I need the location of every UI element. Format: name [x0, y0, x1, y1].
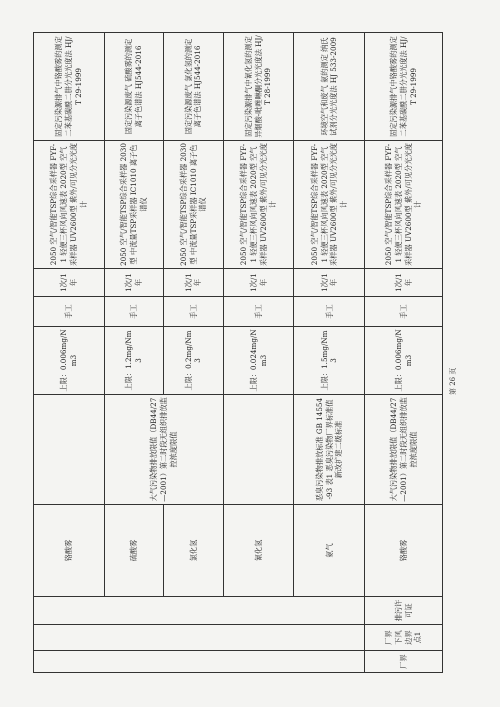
cell-frequency: 1次/1年 — [164, 269, 223, 297]
cell-method: 手工 — [223, 297, 294, 327]
cell-limit: 上限：1.5mg/Nm3 — [294, 327, 365, 395]
cell-subgroup: 厂界下风边界点1 — [365, 625, 443, 651]
cell-frequency: 1次/1年 — [365, 269, 443, 297]
cell-method: 手工 — [164, 297, 223, 327]
cell-frequency: 1次/1年 — [34, 269, 105, 297]
cell-analysis: 固定污染源排气中氰化氢的测定 异烟酸-吡唑啉酮分光光度法 HJ/T 28-1999 — [223, 33, 294, 141]
cell-method: 手工 — [365, 297, 443, 327]
cell-instrument: 2050 空气/智能TSP综合采样器 2030型 中流量TSP采样器 IC1010 离子色谱仪 — [104, 141, 163, 269]
cell-permit — [34, 597, 365, 625]
cell-limit: 上限：0.006mg/Nm3 — [365, 327, 443, 395]
page-number — [448, 367, 458, 395]
cell-frequency: 1次/1年 — [294, 269, 365, 297]
cell-limit: 上限：0.2mg/Nm3 — [164, 327, 223, 395]
cell-limit: 上限：1.2mg/Nm3 — [104, 327, 163, 395]
cell-analysis: 固定污染源废气 硫酸雾的测定 离子色谱法 HJ544-2016 — [104, 33, 163, 141]
cell-limit: 上限：0.024mg/Nm3 — [223, 327, 294, 395]
table-row — [223, 33, 294, 673]
cell-pollutant: 硫酸雾 — [104, 505, 163, 597]
rotated-table-wrapper — [33, 33, 443, 673]
cell-frequency: 1次/1年 — [223, 269, 294, 297]
cell-pollutant: 氰化氢 — [223, 505, 294, 597]
cell-limit: 上限：0.006mg/Nm3 — [34, 327, 105, 395]
cell-method: 手工 — [104, 297, 163, 327]
table-row — [34, 33, 105, 673]
cell-instrument: 2050 空气/智能TSP综合采样器 FYF-1 轻便三杯风向风速表 2020型 空气采样器 UV2600型 紫外/可见分光光度计 — [365, 141, 443, 269]
cell-pollutant: 氯化氢 — [164, 505, 223, 597]
table-row — [294, 33, 365, 673]
cell-instrument: 2050 空气/智能TSP综合采样器 FYF-1 轻便三杯风向风速表 2020型 空气采样器 UV2600型 紫外/可见分光光度计 — [223, 141, 294, 269]
cell-group — [34, 651, 365, 673]
monitoring-table — [33, 32, 443, 673]
cell-instrument: 2050 空气/智能TSP综合采样器 2030型 中流量TSP采样器 IC1010 离子色谱仪 — [164, 141, 223, 269]
cell-permit: 排污许可证 — [365, 597, 443, 625]
cell-analysis: 固定污染源排气中铬酸雾的测定 二苯基碳酰二肼分光光度法 HJ/T 29-1999 — [365, 33, 443, 141]
page-number-text: 第 26 页 — [449, 367, 457, 395]
cell-instrument: 2050 空气/智能TSP综合采样器 FYF-1 轻便三杯风向风速表 2020型 空气采样器 UV2600型 紫外/可见分光光度计 — [34, 141, 105, 269]
cell-frequency: 1次/1年 — [104, 269, 163, 297]
cell-analysis: 固定污染源排气中铬酸雾的测定 二苯基碳酰二肼分光光度法 HJ/T 29-1999 — [34, 33, 105, 141]
table-row — [365, 33, 443, 673]
cell-subgroup — [34, 625, 365, 651]
cell-analysis: 固定污染源废气 氯化氢的测定 离子色谱法 HJ544-2016 — [164, 33, 223, 141]
cell-method: 手工 — [294, 297, 365, 327]
cell-instrument: 2050 空气/智能TSP综合采样器 FYF-1 轻便三杯风向风速表 2020型 空气采样器 UV2600型 紫外/可见分光光度计 — [294, 141, 365, 269]
cell-analysis: 环境空气和废气 氨的测定 纳氏试剂分光光度法 HJ 533-2009 — [294, 33, 365, 141]
table-row — [164, 33, 223, 673]
cell-standard: 恶臭污染物排放标准 GB 14554-93 表1 恶臭污染物厂界标准值新改扩建二级标准 — [294, 395, 365, 505]
table-row — [104, 33, 163, 673]
cell-standard: 大气污染物排放限值（DB44/27—2001）第二时段无组织排放监控浓度限值 — [365, 395, 443, 505]
cell-standard — [34, 395, 105, 505]
cell-group: 厂界 — [365, 651, 443, 673]
cell-standard: 大气污染物排放限值（DB44/27—2001）第二时段无组织排放监控浓度限值 — [104, 395, 223, 505]
cell-pollutant: 铬酸雾 — [365, 505, 443, 597]
cell-method: 手工 — [34, 297, 105, 327]
cell-pollutant: 氨气 — [294, 505, 365, 597]
cell-standard — [223, 395, 294, 505]
cell-pollutant: 铬酸雾 — [34, 505, 105, 597]
